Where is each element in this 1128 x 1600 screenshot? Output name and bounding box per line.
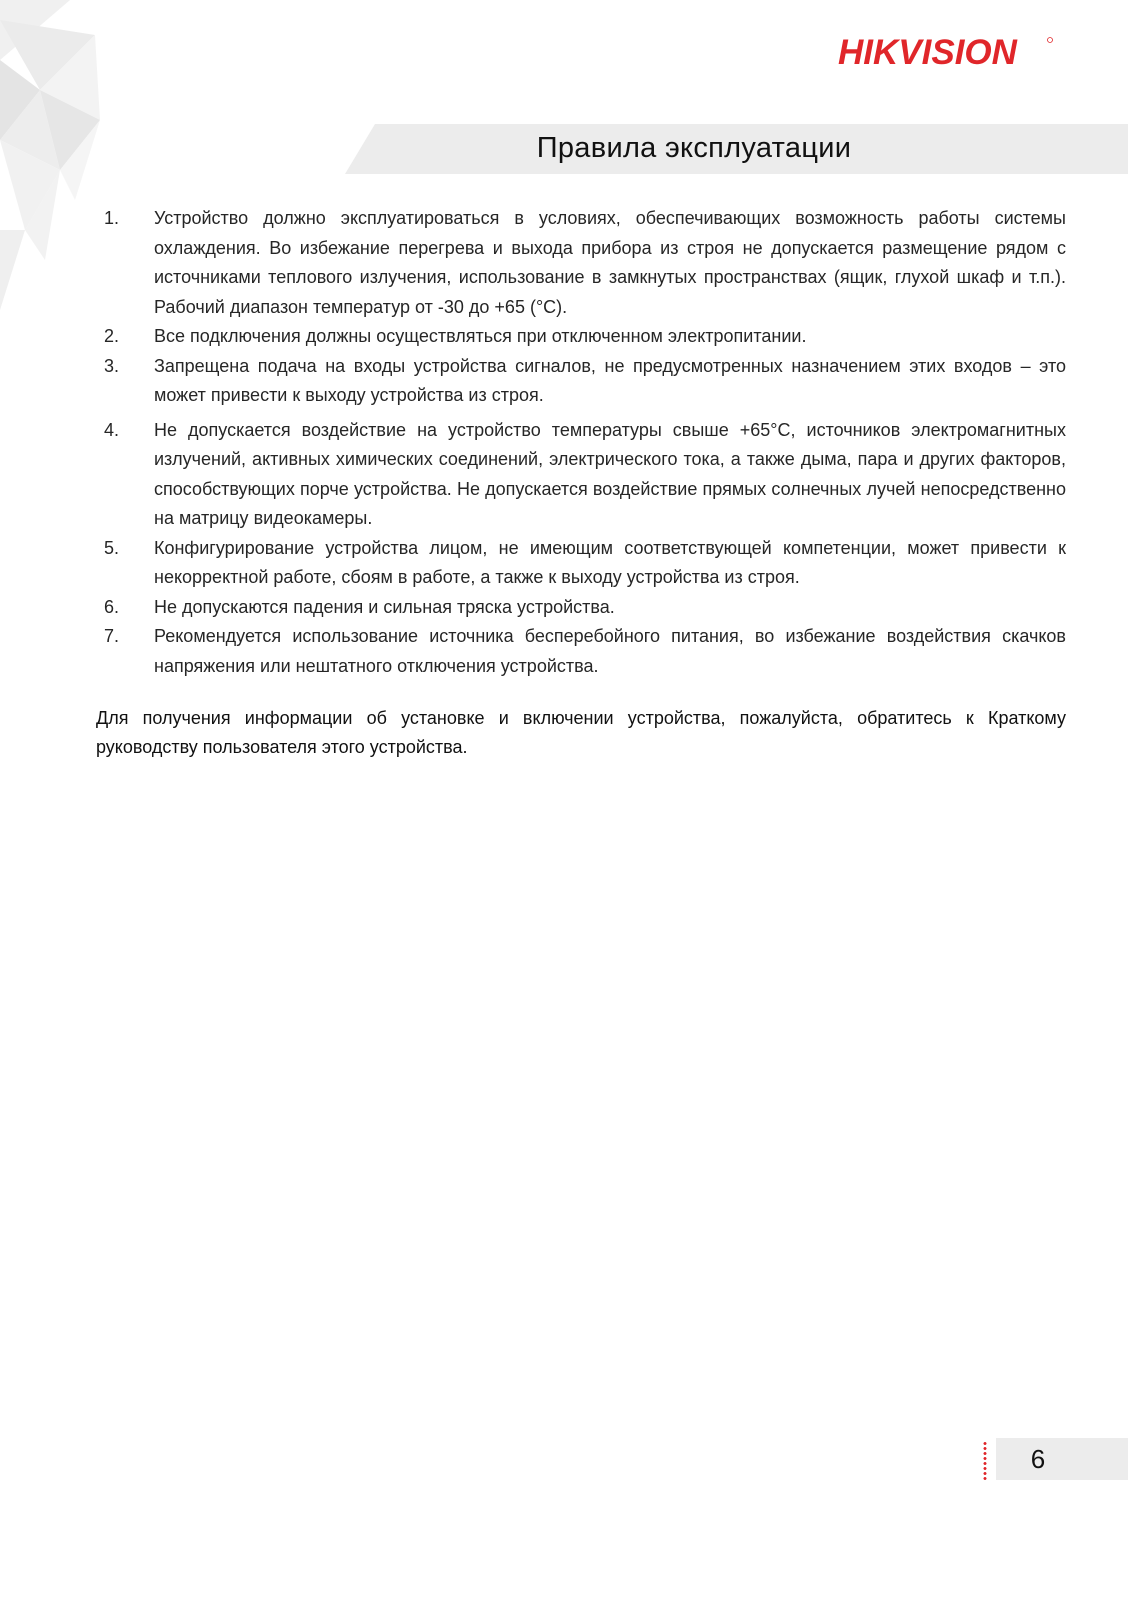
item-number: 6. [104,596,120,617]
item-text: Запрещена подача на входы устройства сигналов, не предусмотренных назначением этих входов – это может привести к выходу устройства из строя. [154,355,1066,405]
item-text: Не допускается воздействие на устройство температуры свыше +65°С, источников электромагнитных излучений, активных химических соединений, электрического тока, а также дыма, пара и других факторов, способствующих порче устройства. Не допускается воздействие прямых солнечных лучей непосредственно на матрицу видеокамеры. [154,419,1066,528]
list-item [96,204,1066,322]
list-item [96,622,1066,681]
info-paragraph: Для получения информации об установке и включении устройства, пожалуйста, обратитесь к Краткому руководству пользователя этого устройства. [96,708,1066,757]
logo-text: HIKVISION [838,33,1017,72]
item-text: Рекомендуется использование источника бесперебойного питания, во избежание воздействия скачков напряжения или нештатного отключения устройства. [154,626,1066,676]
list-item [96,416,1066,534]
list-item [96,534,1066,593]
title-band [345,124,1128,174]
item-number: 4. [104,419,120,440]
item-text: Конфигурирование устройства лицом, не имеющим соответствующей компетенции, может привести к некорректной работе, сбоям в работе, а также к выходу устройства из строя. [154,537,1066,587]
item-number: 5. [104,537,120,558]
item-text: Все подключения должны осуществляться при отключенном электропитании. [154,326,807,346]
page-number-box [996,1438,1128,1480]
item-number: 2. [104,326,120,346]
item-text: Не допускаются падения и сильная тряска устройства. [154,596,615,617]
list-item [96,593,1066,623]
list-item [96,352,1066,411]
page-title: Правила эксплуатации [536,132,852,164]
page-dots-decoration [983,1441,987,1481]
item-number: 3. [104,355,120,376]
page-number: 6 [1030,1444,1046,1474]
rules-list [96,204,1066,681]
list-item [96,322,1066,352]
item-number: 7. [104,626,120,646]
item-text: Устройство должно эксплуатироваться в условиях, обеспечивающих возможность работы системы охлаждения. Во избежание перегрева и выхода прибора из строя не допускается размещение рядом с источниками теплового излучения, использование в замкнутых пространствах (ящик, глухой шкаф и т.п.). Рабочий диапазон температур от -30 до +65 (°С). [154,208,1066,317]
hikvision-logo [838,32,1068,72]
item-number: 1. [104,208,120,228]
